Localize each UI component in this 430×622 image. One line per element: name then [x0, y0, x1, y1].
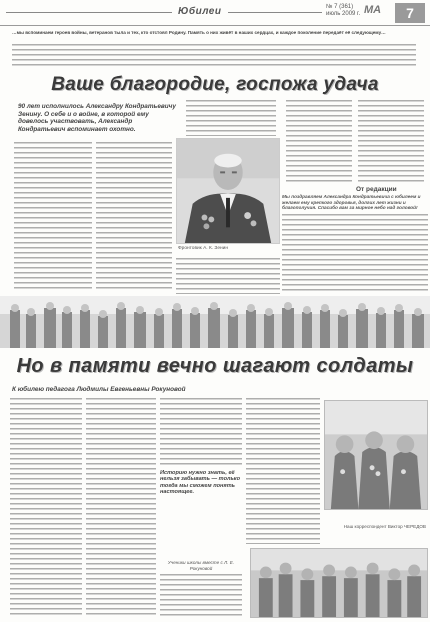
editorial-lines — [282, 214, 428, 292]
newspaper-logo: МА — [364, 4, 382, 16]
header-rule-left — [6, 12, 172, 13]
article-column-3-top — [186, 100, 276, 136]
veterans-photo — [324, 400, 428, 510]
article-column-3-bottom — [176, 258, 280, 294]
article-column-5 — [358, 100, 424, 184]
header-rule-right — [228, 12, 322, 13]
page-header — [0, 0, 430, 26]
portrait-photo — [176, 138, 280, 244]
section-title: Юбилеи — [178, 6, 222, 17]
article2-column-3-top — [160, 398, 242, 466]
article-column-1 — [14, 142, 92, 292]
article2-column-2 — [86, 398, 156, 616]
students-photo — [250, 548, 428, 618]
article2-column-4 — [246, 398, 320, 544]
pull-quote: Историю нужно знать, её нельзя забывать — только тогда мы сможем понять настоящее. — [160, 470, 241, 496]
top-continued-text: …мы вспоминаем героев войны, ветеранов тыла и тех, кто отстоял Родину. Память о них живёт в наших сердцах, и каждое поколение передаёт её следующему… — [12, 30, 386, 35]
editorial-heading: От редакции — [356, 186, 397, 193]
top-text-lines — [12, 44, 416, 66]
article2-column-3-bottom — [160, 574, 242, 616]
issue-number: № 7 (361) — [326, 4, 354, 10]
portrait-caption: Фронтовик А. К. Зенин — [178, 246, 228, 251]
second-article-headline: Но в памяти вечно шагают солдаты — [16, 355, 414, 377]
issue-info — [326, 4, 364, 18]
page-number-badge: 7 — [395, 3, 425, 23]
second-article-kicker: К юбилею педагога Людмилы Евгеньевны Рокуновой — [12, 386, 186, 393]
article-headline: Ваше благородие, госпожа удача — [51, 74, 379, 95]
article-lead: 90 лет исполнилось Александру Кондратьевичу Зенину. О себе и о войне, в которой ему довелось участвовать, Александр Кондратьевич вспоминает охотно. — [18, 103, 176, 133]
article2-column-1 — [10, 398, 82, 616]
editorial-text: Мы поздравляем Александра Кондратьевича с юбилеем и желаем ему крепкого здоровья, долгих лет жизни и благополучия. Спасибо вам за мирное небо над головой! — [282, 194, 421, 211]
article-column-4 — [286, 100, 352, 184]
author-credit: Наш корреспондент Виктор ЧЕРЕДОВ — [343, 524, 426, 529]
photo-caption: Ученики школы вместе с Л. Е. Рокуновой — [167, 560, 235, 571]
article-column-2 — [96, 142, 172, 292]
issue-date: июль 2009 г. — [326, 11, 361, 17]
group-photo-strip — [0, 296, 430, 348]
